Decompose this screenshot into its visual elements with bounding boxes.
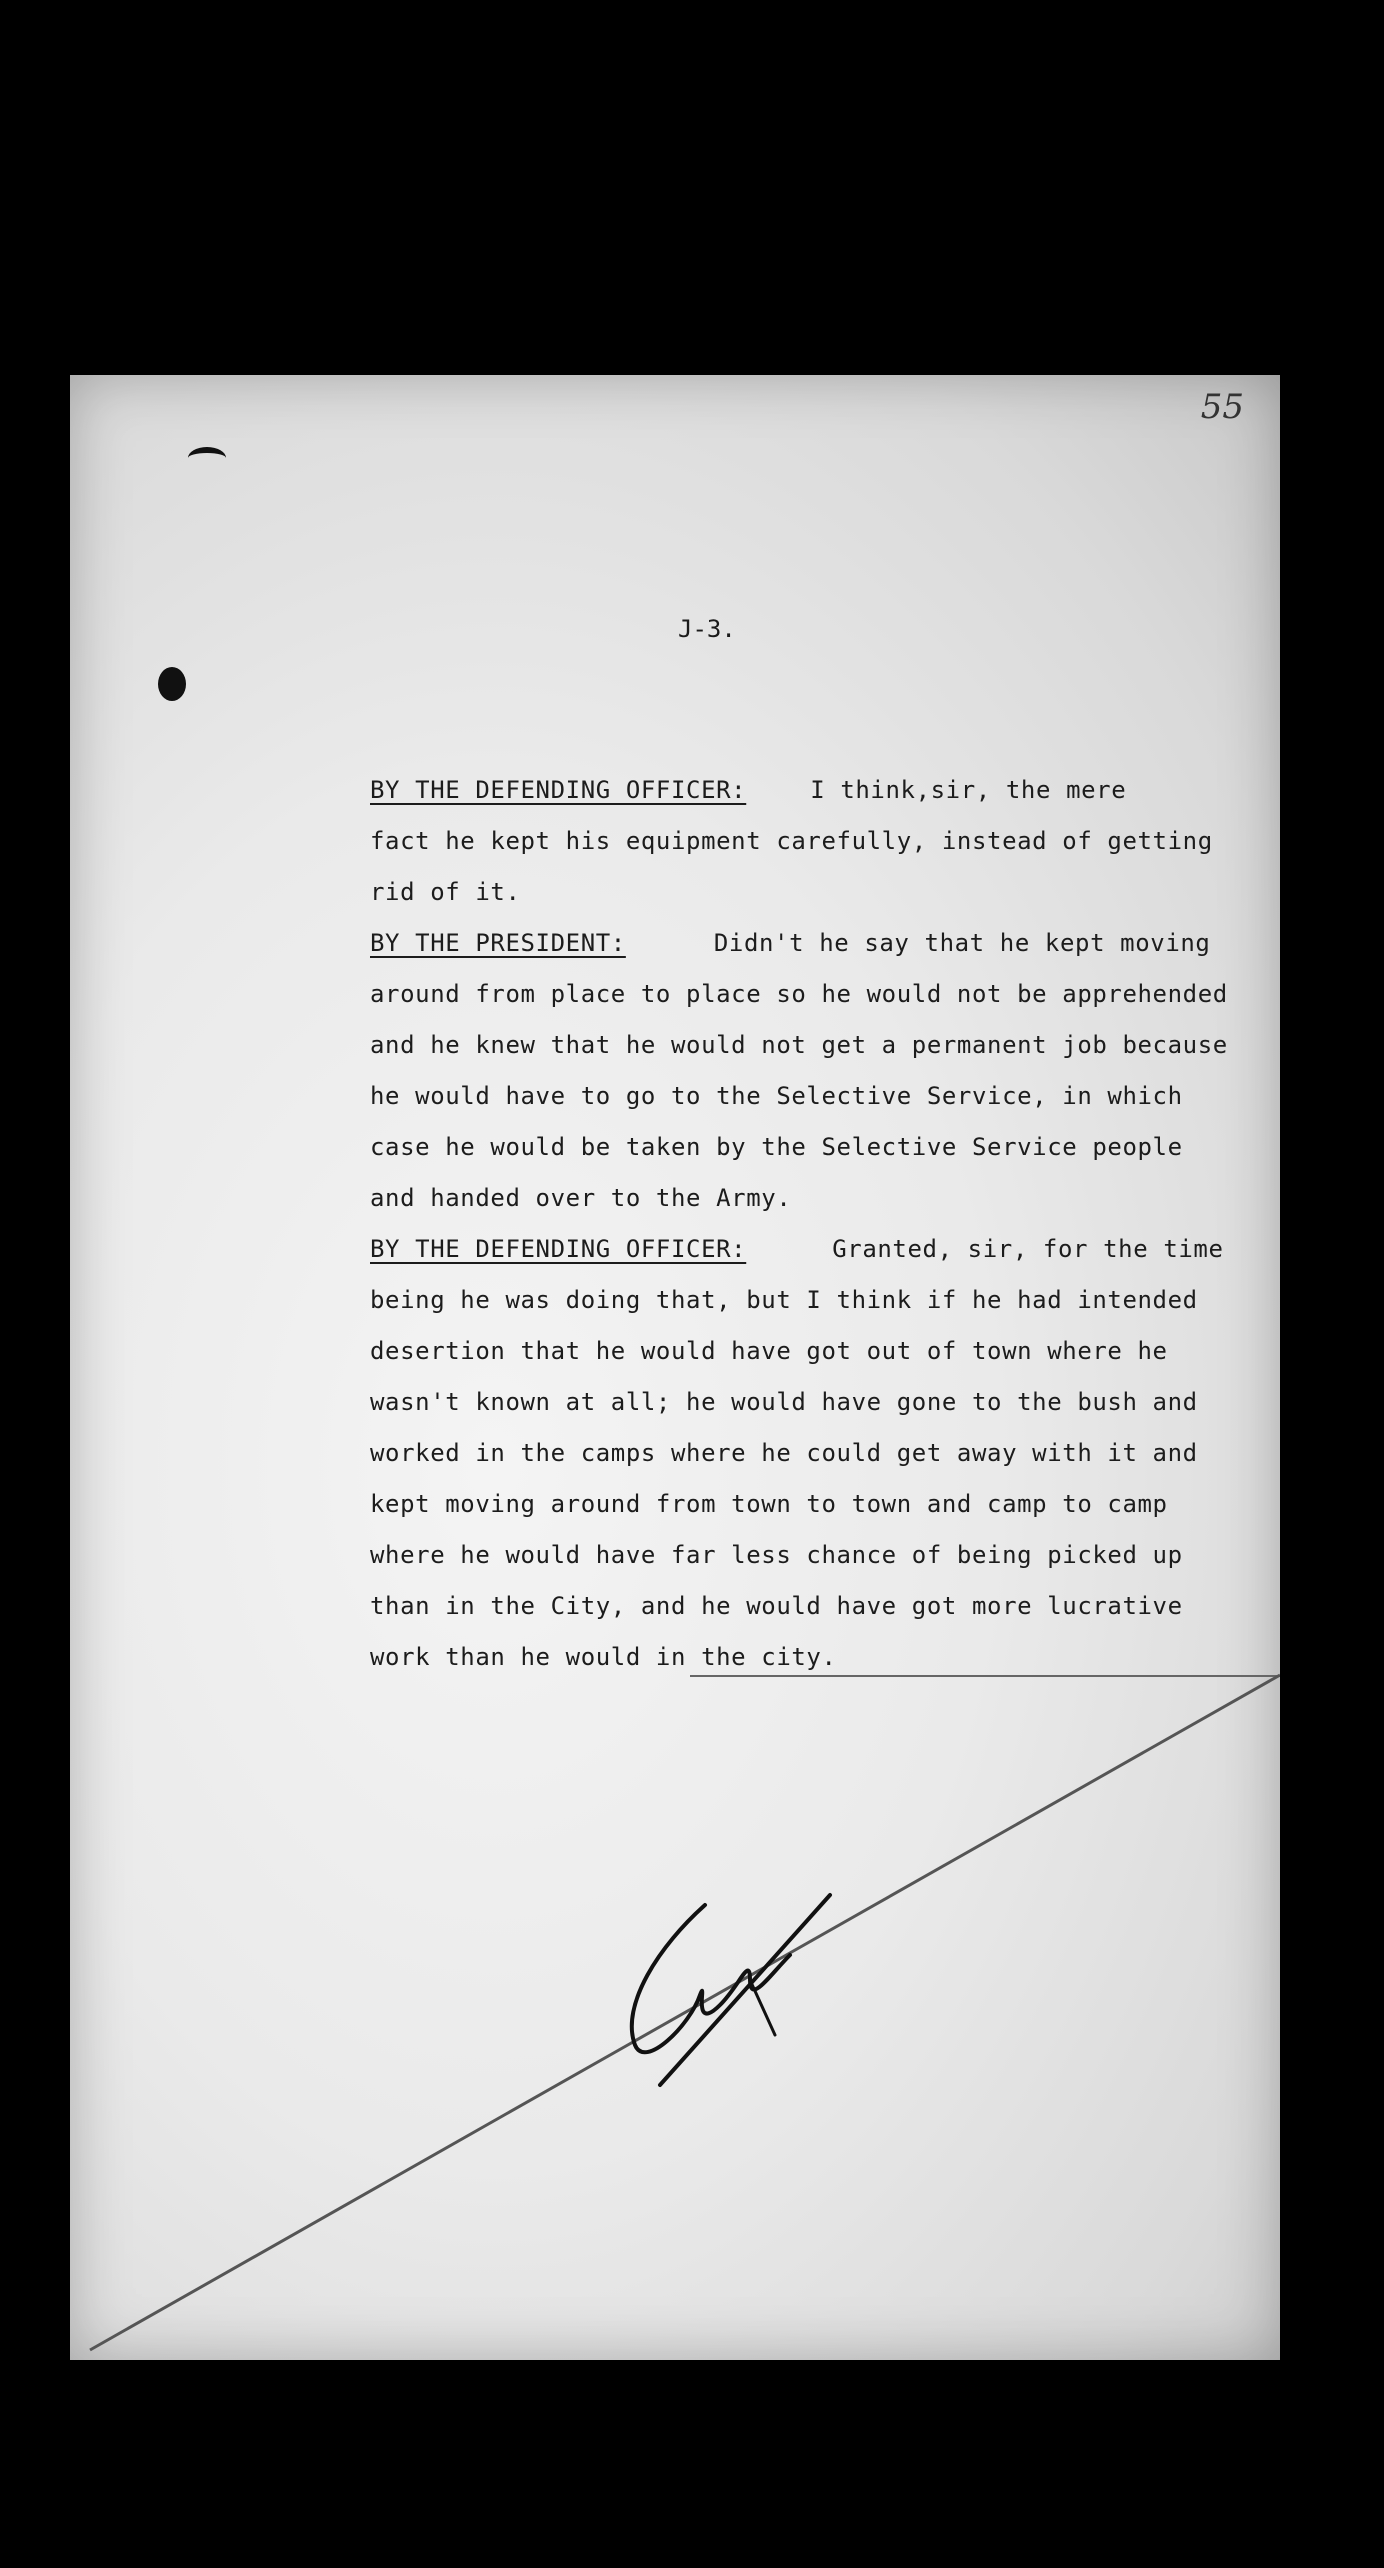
transcript-line: wasn't known at all; he would have gone to the bush and bbox=[370, 1388, 1198, 1416]
transcript-line: he would have to go to the Selective Service, in which bbox=[370, 1082, 1183, 1110]
transcript-line: around from place to place so he would not be apprehended bbox=[370, 980, 1228, 1008]
transcript-line: desertion that he would have got out of town where he bbox=[370, 1337, 1168, 1365]
transcript-line: worked in the camps where he could get away with it and bbox=[370, 1439, 1198, 1467]
line-text: Didn't he say that he kept moving bbox=[713, 929, 1211, 957]
line-text: Granted, sir, for the time bbox=[832, 1235, 1224, 1263]
transcript-line: where he would have far less chance of being picked up bbox=[370, 1541, 1183, 1569]
document-page bbox=[70, 375, 1280, 2360]
transcript-line: and handed over to the Army. bbox=[370, 1184, 792, 1212]
transcript-line: being he was doing that, but I think if he had intended bbox=[370, 1286, 1198, 1314]
speaker-label: BY THE DEFENDING OFFICER: bbox=[370, 1235, 747, 1263]
transcript-line: case he would be taken by the Selective Service people bbox=[370, 1133, 1183, 1161]
speaker-label: BY THE PRESIDENT: bbox=[370, 929, 626, 957]
folio-number: 55 bbox=[1200, 387, 1244, 427]
transcript-line: work than he would in the city. bbox=[370, 1643, 837, 1671]
transcript-line: and he knew that he would not get a permanent job because bbox=[370, 1031, 1228, 1059]
transcript-line: than in the City, and he would have got more lucrative bbox=[370, 1592, 1183, 1620]
transcript-line: fact he kept his equipment carefully, instead of getting bbox=[370, 827, 1213, 855]
signature-initials bbox=[600, 1885, 840, 2095]
line-text: I think,sir, the mere bbox=[810, 776, 1127, 804]
speaker-label: BY THE DEFENDING OFFICER: bbox=[370, 776, 747, 804]
transcript-line: rid of it. bbox=[370, 878, 521, 906]
page-id: J-3. bbox=[678, 615, 736, 643]
transcript-line: kept moving around from town to town and camp to camp bbox=[370, 1490, 1168, 1518]
